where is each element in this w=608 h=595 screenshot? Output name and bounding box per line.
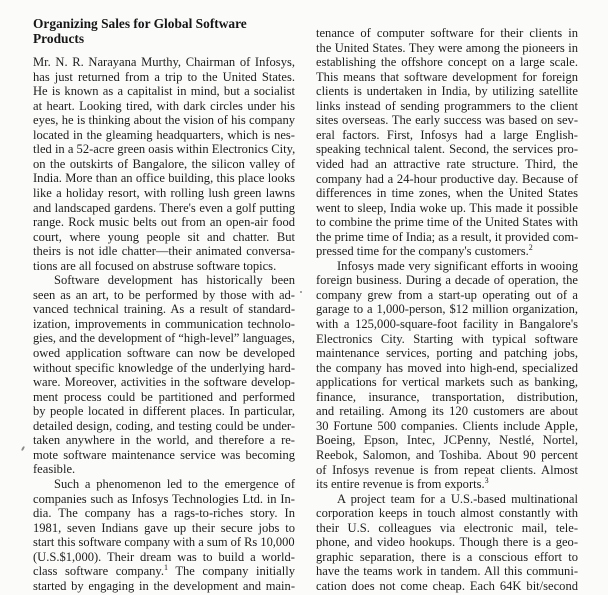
text-line-content: Infosys made very significant efforts in wooing <box>337 258 578 273</box>
text-line <box>316 390 578 405</box>
text-line <box>33 288 295 303</box>
text-line <box>33 70 295 85</box>
text-line-content: A project team for a U.S.-based multinational <box>337 491 578 506</box>
text-line <box>33 215 295 230</box>
text-line-content: Such a phenomenon led to the emergence of <box>54 476 295 491</box>
text-line <box>33 346 295 361</box>
text-line-content: corporation keeps in touch almost constantly with <box>316 506 578 521</box>
text-line-content: India. More than an office building, this place looks <box>33 171 295 186</box>
text-line-content: and landscaped gardens. There's even a golf putting <box>33 200 295 215</box>
text-line <box>316 41 578 56</box>
text-line-content: ware. Moreover, activities in the software develop- <box>33 375 295 390</box>
text-line <box>316 99 578 114</box>
text-line <box>316 317 578 332</box>
text-line <box>316 564 578 579</box>
text-line <box>316 230 578 245</box>
text-line-content: the prime time of India; as a result, it provided com- <box>316 229 579 244</box>
text-line-content: Boeing, Epson, Intec, JCPenny, Nestlé, Nortel, <box>316 433 578 448</box>
text-line-content: He is known as a capitalist in mind, but a socialist <box>33 84 295 99</box>
text-line <box>33 244 295 259</box>
text-line-content: like a holiday resort, with rolling lush green lawns <box>33 185 295 200</box>
text-line-content: (U.S.$1,000). Their dream was to build a world- <box>33 549 295 564</box>
text-line-content: dia. The company has a rags-to-riches story. In <box>33 506 295 521</box>
text-line-content: companies such as Infosys Technologies Ltd. in In- <box>33 491 295 506</box>
text-line-content: finance, insurance, transportation, distribution, <box>316 389 578 404</box>
text-line-content: started by engaging in the development and main- <box>33 578 295 593</box>
text-line <box>33 579 295 594</box>
text-line <box>33 564 295 579</box>
text-line-content: at heart. Looking tired, with dark circles under his <box>33 98 295 113</box>
text-line-content: graphic separation, there is a conscious effort to <box>316 549 578 564</box>
scan-mark <box>300 291 302 293</box>
text-line <box>316 375 578 390</box>
text-line-content: range. Rock music belts out from an open-air food <box>33 215 295 230</box>
text-line-content: seen as an art, to be performed by those with ad- <box>33 287 295 302</box>
text-line-content: vanced technical training. As a result of standard- <box>33 302 295 317</box>
text-line <box>316 273 578 288</box>
text-line <box>316 172 578 187</box>
text-line-content: the company has moved into high-end, specialized <box>316 360 578 375</box>
text-line <box>316 521 578 536</box>
text-line-content: vided had an attractive rate structure. Third, the <box>316 156 578 171</box>
text-line-content: of Infosys revenue is from repeat clients. Almost <box>316 462 578 477</box>
text-line <box>33 433 295 448</box>
text-line-content: mote software maintenance service was becoming <box>33 447 295 462</box>
text-line <box>33 448 295 463</box>
text-line-content: ment process could be partitioned and performed <box>33 389 295 404</box>
text-line <box>316 404 578 419</box>
text-line <box>33 259 295 274</box>
text-line <box>33 142 295 157</box>
text-line <box>33 477 295 492</box>
text-line-content: tenance of computer software for their clients in <box>316 26 578 40</box>
text-line <box>316 259 578 274</box>
text-line <box>316 70 578 85</box>
text-line-content: applications for vertical markets such as banking, <box>316 375 578 390</box>
text-line <box>33 317 295 332</box>
text-line <box>33 462 295 477</box>
text-line <box>316 142 578 157</box>
text-line-content: feasible. <box>33 462 76 477</box>
text-line-content: located in the gleaming headquarters, which is nes- <box>33 127 295 142</box>
text-line-content: have the teams work in tandem. All this communi- <box>316 564 578 579</box>
text-line-content: to combine the prime time of the United States with <box>316 215 578 230</box>
text-line <box>33 273 295 288</box>
text-line-content: 30 Fortune 500 companies. Clients include Apple, <box>316 418 578 433</box>
text-line-content: went to sleep, India woke up. This made it possible <box>316 200 578 215</box>
text-line <box>33 492 295 507</box>
text-line <box>316 302 578 317</box>
text-line <box>33 157 295 172</box>
text-line-content: eyes, he is thinking about the vision of his company <box>33 113 295 128</box>
text-line-content: theirs is not idle chatter—their animated conversa- <box>33 244 295 259</box>
text-line <box>316 506 578 521</box>
text-line <box>33 171 295 186</box>
text-line <box>316 492 578 507</box>
text-line <box>33 375 295 390</box>
text-line-content: with a 125,000-square-foot facility in Bangalore's <box>316 317 578 331</box>
text-line <box>33 521 295 536</box>
text-line-content: speaking technical talent. Second, the services pro- <box>316 142 578 157</box>
text-line <box>33 99 295 114</box>
text-line-content: sites overseas. The early success was based on sev- <box>316 113 578 128</box>
text-line <box>316 550 578 565</box>
text-line <box>33 230 295 245</box>
text-line <box>316 346 578 361</box>
text-line-content: without specific knowledge of the underlying hard- <box>33 360 295 375</box>
text-line-content: detailed design, coding, and testing could be under- <box>33 418 295 433</box>
text-line-content: the United States. They were among the pioneers in <box>316 40 578 55</box>
text-line <box>33 550 295 565</box>
text-line-content: company grew from a start-up operating out of a <box>316 287 578 302</box>
text-line <box>316 477 578 492</box>
text-line <box>33 404 295 419</box>
text-line <box>316 535 578 550</box>
text-line <box>33 84 295 99</box>
text-line-content: class software company. <box>33 564 165 579</box>
text-line <box>316 448 578 463</box>
text-line-continuation: The company initially <box>168 564 295 579</box>
text-line-content: clients is undertaken in India, by utilizing satellite <box>316 84 578 99</box>
text-line <box>316 579 578 594</box>
text-line-content: company had a 24-hour productive day. Because of <box>316 171 578 186</box>
text-line <box>316 26 578 41</box>
text-line <box>316 215 578 230</box>
footnote-marker: 2 <box>528 243 533 253</box>
text-line-content: tions are all focused on abstruse software topics. <box>33 258 277 273</box>
text-line <box>316 201 578 216</box>
text-line-content: differences in time zones, when the United States <box>316 186 578 201</box>
footnote-marker: 1 <box>164 563 169 573</box>
text-line <box>33 361 295 376</box>
text-line-content: owed application software can now be developed <box>33 346 295 360</box>
text-line-content: foreign business. During a decade of operation, the <box>316 273 578 288</box>
text-line <box>316 186 578 201</box>
text-line <box>316 84 578 99</box>
text-line <box>316 433 578 448</box>
section-title <box>33 17 295 46</box>
text-line-content: ization, improvements in communication technolo- <box>33 316 295 331</box>
text-line-content: establishing the offshore concept on a large scale. <box>316 55 578 70</box>
text-line-content: maintenance services, porting and patching jobs, <box>316 346 578 361</box>
text-line-content: taken anywhere in the world, and therefore a re- <box>33 433 295 448</box>
text-line <box>316 55 578 70</box>
text-line-content: by people located in different places. In particular, <box>33 404 295 419</box>
text-line <box>33 419 295 434</box>
text-line <box>33 128 295 143</box>
section-title-line: Products <box>33 30 85 46</box>
text-line <box>316 463 578 478</box>
text-line <box>316 361 578 376</box>
text-line <box>316 288 578 303</box>
text-line-content: pressed time for the company's customers. <box>316 244 529 259</box>
text-line <box>33 186 295 201</box>
text-line-content: Electronics City. Starting with typical software <box>316 331 578 346</box>
text-line-content: their U.S. colleagues via electronic mail, tele- <box>316 520 578 535</box>
section-title-line: Organizing Sales for Global Software <box>33 16 247 31</box>
text-line-content: has just returned from a trip to the United States. <box>33 69 295 84</box>
text-line-content: court, where young people sit and chatter. But <box>33 229 295 244</box>
scan-mark <box>21 446 25 451</box>
text-line-content: start this software company with a sum of Rs 10,000 <box>33 535 295 550</box>
text-line <box>33 390 295 405</box>
text-line-content: 1981, seven Indians gave up their secure jobs to <box>33 520 295 535</box>
text-line-content: on the outskirts of Bangalore, the silicon valley of <box>33 156 295 171</box>
text-line <box>33 506 295 521</box>
text-line <box>33 201 295 216</box>
text-line-content: links instead of sending programmers to the client <box>316 98 578 113</box>
text-line <box>316 128 578 143</box>
text-line <box>33 535 293 550</box>
text-line-content: Reebok, Salomon, and Toshiba. About 90 percent <box>316 447 578 462</box>
text-line <box>33 55 295 70</box>
text-line-content: phone, and video hookups. Though there is a geo- <box>316 535 578 550</box>
text-line-content: This means that software development for foreign <box>316 69 578 84</box>
footnote-marker: 3 <box>484 476 489 486</box>
text-line <box>316 157 578 172</box>
text-line-content: and retailing. Among its 120 customers are about <box>316 404 578 419</box>
text-line <box>33 113 295 128</box>
text-line-content: gies, and the development of “high-level” languages, <box>33 331 295 346</box>
text-line-content: Software development has historically been <box>54 273 295 288</box>
text-line <box>33 331 295 346</box>
text-line-content: garage to a 1,000-person, $12 million organization, <box>316 302 578 317</box>
text-line-content: cation does not come cheap. Each 64K bit/second <box>316 578 578 593</box>
text-line-content: its entire revenue is from exports. <box>316 477 485 492</box>
text-line <box>316 332 578 347</box>
text-line <box>316 244 578 259</box>
text-line <box>33 302 295 317</box>
text-line <box>316 419 578 434</box>
text-line <box>316 113 578 128</box>
text-line-content: Mr. N. R. Narayana Murthy, Chairman of Infosys, <box>33 55 295 69</box>
text-line-content: eral factors. First, Infosys had a large English- <box>316 127 578 142</box>
text-line-content: tled in a 52-acre green oasis within Electronics City, <box>33 142 296 157</box>
